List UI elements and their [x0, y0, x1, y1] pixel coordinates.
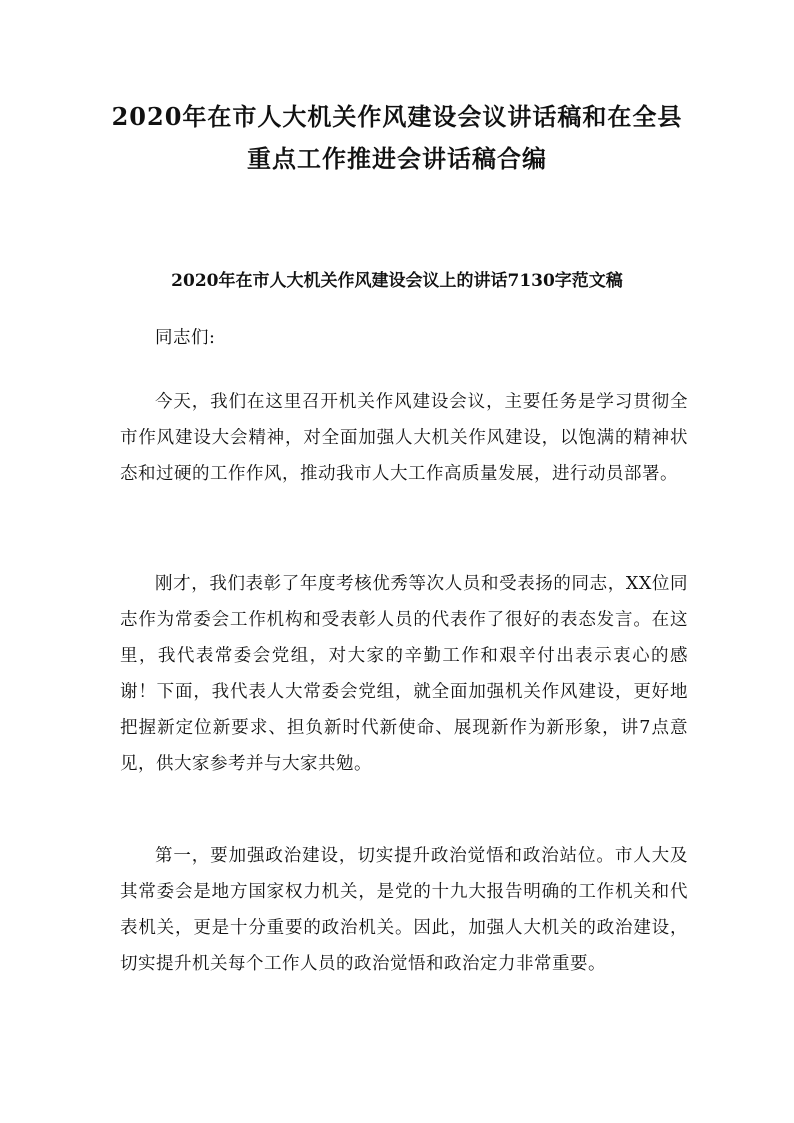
paragraph-3: 第一，要加强政治建设，切实提升政治觉悟和政治站位。市人大及其常委会是地方国家权力机关，是党的十九大报告明确的工作机关和代表机关，更是十分重要的政治机关。因此，加强人大机关的政治建设，切实提升机关每个工作人员的政治觉悟和政治定力非常重要。	[120, 846, 688, 974]
document-title-line-2: 重点工作推进会讲话稿合编	[247, 144, 547, 173]
speech-heading: 2020年在市人大机关作风建设会议上的讲话7130字范文稿	[171, 271, 623, 291]
document-title-line-1: 2020年在市人大机关作风建设会议讲话稿和在全县	[111, 102, 683, 131]
salutation: 同志们:	[155, 328, 216, 348]
paragraph-2: 刚才，我们表彰了年度考核优秀等次人员和受表扬的同志，XX位同志作为常委会工作机构和受表彰人员的代表作了很好的表态发言。在这里，我代表常委会党组，对大家的辛勤工作和艰辛付出表示衷心的感谢！下面，我代表人大常委会党组，就全面加强机关作风建设，更好地把握新定位新要求、担负新时代新使命、展现新作为新形象，讲7点意见，供大家参考并与大家共勉。	[120, 574, 688, 774]
paragraph-1: 今天，我们在这里召开机关作风建设会议，主要任务是学习贯彻全市作风建设大会精神，对全面加强人大机关作风建设，以饱满的精神状态和过硬的工作作风，推动我市人大工作高质量发展，进行动员部署。	[120, 392, 688, 484]
